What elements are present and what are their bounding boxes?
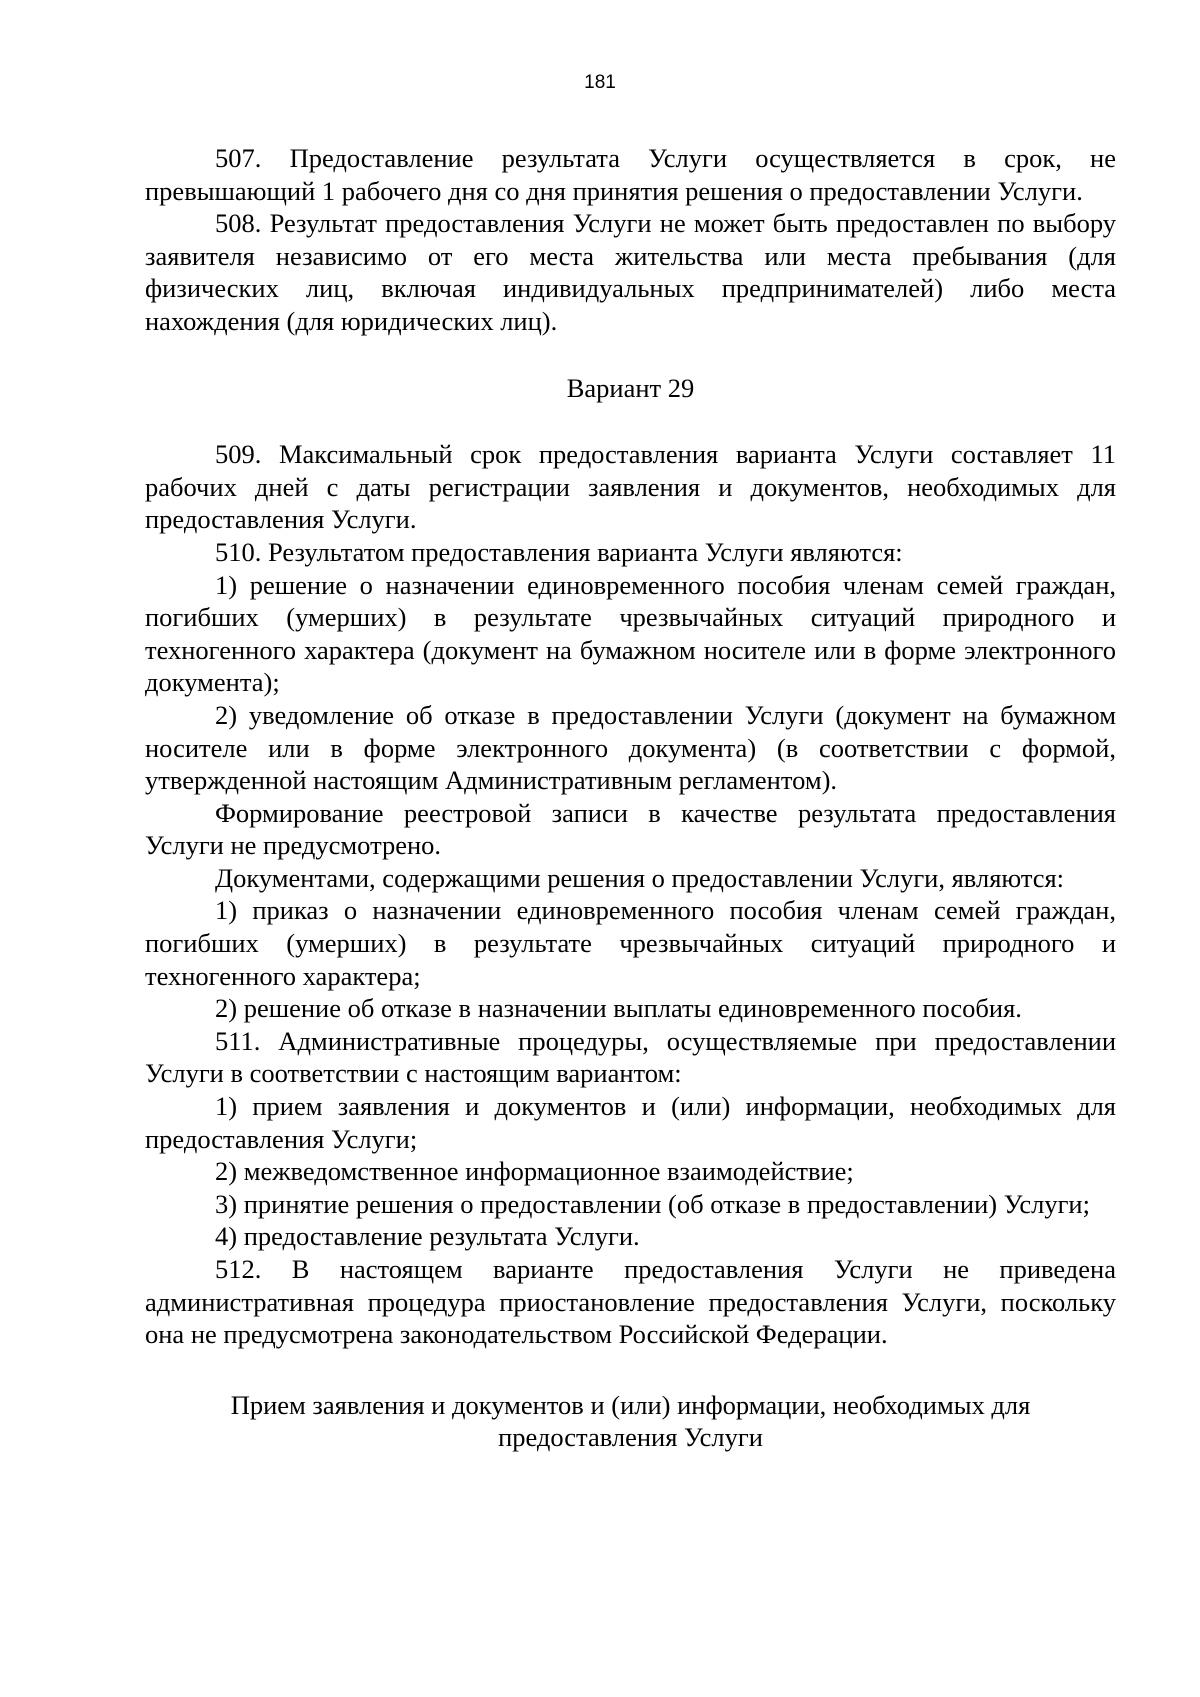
paragraph-509: 509. Максимальный срок предоставления варианта Услуги составляет 11 рабочих дней с даты регистрации заявления и документов, необходимых для предоставления Услуги. <box>145 439 1116 535</box>
page-number: 181 <box>584 72 616 93</box>
section-heading: Прием заявления и документов и (или) информации, необходимых для предоставления Услуги <box>230 1389 1031 1453</box>
paragraph-511: 511. Административные процедуры, осуществляемые при предоставлении Услуги в соответствии с настоящим вариантом: <box>145 1025 1116 1089</box>
paragraph-508: 508. Результат предоставления Услуги не может быть предоставлен по выбору заявителя независимо от его места жительства или места пребывания (для физических лиц, включая индивидуальных предпринимателей) либо места нахождения (для юридических лиц). <box>145 208 1116 336</box>
list-item: 2) решение об отказе в назначении выплаты единовременного пособия. <box>215 993 1022 1024</box>
variant-heading: Вариант 29 <box>566 372 695 403</box>
paragraph-512: 512. В настоящем варианте предоставления Услуги не приведена административная процедура приостановление предоставления Услуги, поскольку она не предусмотрена законодательством Российской Федерации. <box>145 1254 1116 1350</box>
list-item: 1) прием заявления и документов и (или) информации, необходимых для предоставления Услуги; <box>145 1091 1116 1154</box>
paragraph-507: 507. Предоставление результата Услуги осуществляется в срок, не превышающий 1 рабочего дня со дня принятия решения о предоставлении Услуги. <box>145 143 1116 206</box>
document-body <box>145 142 1116 1454</box>
list-item: 1) приказ о назначении единовременного пособия членам семей граждан, погибших (умерших) в результате чрезвычайных ситуаций природного и техногенного характера; <box>145 895 1116 991</box>
list-item: 1) решение о назначении единовременного пособия членам семей граждан, погибших (умерших) в результате чрезвычайных ситуаций природного и техногенного характера (документ на бумажном носителе или в форме электронного документа); <box>145 569 1116 698</box>
paragraph-510: 510. Результатом предоставления варианта Услуги являются: <box>215 536 903 567</box>
list-item: 3) принятие решения о предоставлении (об отказе в предоставлении) Услуги; <box>215 1188 1090 1219</box>
list-item: 4) предоставление результата Услуги. <box>215 1221 640 1252</box>
paragraph: Формирование реестровой записи в качестве результата предоставления Услуги не предусмотрено. <box>145 797 1116 861</box>
paragraph: Документами, содержащими решения о предоставлении Услуги, являются: <box>215 862 1065 893</box>
list-item: 2) уведомление об отказе в предоставлении Услуги (документ на бумажном носителе или в форме электронного документа) (в соответствии с формой, утвержденной настоящим Административным регламентом). <box>145 699 1116 796</box>
list-item: 2) межведомственное информационное взаимодействие; <box>215 1156 854 1187</box>
